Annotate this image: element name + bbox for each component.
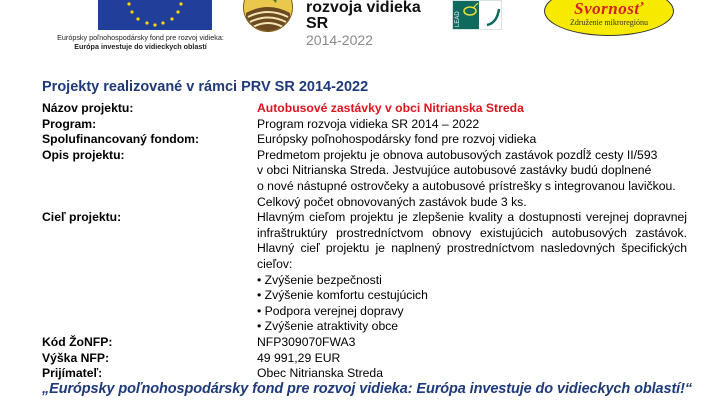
eafrd-motto: „Európsky poľnohospodársky fond pre rozvoj vidieka: Európa investuje do vidieckych oblastí!“ [42,381,692,397]
svg-text:LEAD: LEAD [455,11,461,27]
goal-line: infraštruktúry prostredníctvom obnovy existujúcich autobusových zastávok. [257,225,687,240]
description-line: o nové nástupné ostrovčeky a autobusové prístrešky s integrovanou lavičkou. [257,178,676,193]
prv-text [306,0,423,48]
goal-line: Hlavný cieľ projektu je naplnený prostredníctvom nasledovných špecifických [257,241,687,256]
description-line: Predmetom projektu je obnova autobusových zastávok pozdĺž cesty II/593 [257,147,658,162]
value-project-name: Autobusové zastávky v obci Nitrianska Streda [257,101,524,115]
eu-caption [38,33,243,51]
label-code: Kód ŽoNFP: [42,334,113,349]
value-fund: Európsky poľnohospodársky fond pre rozvoj vidieka [257,132,537,147]
prv-line2: 2014-2022 [306,32,373,48]
row-project-name [42,101,682,117]
svornost-subtitle: Združenie mikroregiónu [570,18,648,27]
value-goal [257,210,687,335]
description-line: Celkový počet obnovovaných zastávok bude 3 ks. [257,194,527,209]
prv-line1: rozvoja vidieka SR [306,0,421,32]
svornost-name: Svornosť [574,0,644,18]
row-amount [42,351,682,367]
eu-caption-line2: Európa investuje do vidieckych oblastí [74,42,207,51]
svornost-logo-icon [544,0,674,36]
row-fund [42,132,682,148]
label-description: Opis projektu: [42,147,125,162]
label-goal: Cieľ projektu: [42,210,122,225]
goal-bullet: • Zvýšenie bezpečnosti [257,272,382,287]
goal-line: cieľov: [257,256,293,271]
value-amount: 49 991,29 EUR [257,350,341,365]
row-description [42,148,682,210]
leader-logo-icon [452,0,502,30]
label-recipient: Prijímateľ: [42,366,103,381]
label-amount: Výška NFP: [42,350,110,365]
label-program: Program: [42,116,97,131]
eu-flag-icon [98,0,212,30]
row-code [42,335,682,351]
value-recipient: Obec Nitrianska Streda [257,366,383,381]
eu-caption-line1: Európsky poľnohospodársky fond pre rozvoj vidieka: [57,33,224,42]
prv-logo [243,0,423,48]
label-project-name: Názov projektu: [42,101,134,115]
prv-emblem-icon [243,0,293,32]
row-recipient [42,366,682,382]
row-goal [42,210,687,335]
value-code: NFP309070FWA3 [257,334,356,349]
goal-line: Hlavným cieľom projektu je zlepšenie kvality a dostupnosti verejnej dopravnej [257,210,687,225]
goal-bullet: • Zvýšenie atraktivity obce [257,319,399,334]
logo-strip [0,0,720,60]
row-program [42,117,682,133]
value-description [257,148,687,210]
project-details [42,101,687,382]
goal-bullet: • Podpora verejnej dopravy [257,303,404,318]
page-title: Projekty realizované v rámci PRV SR 2014-2022 [42,79,369,95]
description-line: v obci Nitrianska Streda. Jestvujúce autobusové zastávky budú doplnené [257,163,652,178]
label-fund: Spolufinancovaný fondom: [42,132,200,147]
value-program: Program rozvoja vidieka SR 2014 – 2022 [257,116,480,131]
goal-bullet: • Zvýšenie komfortu cestujúcich [257,288,428,303]
